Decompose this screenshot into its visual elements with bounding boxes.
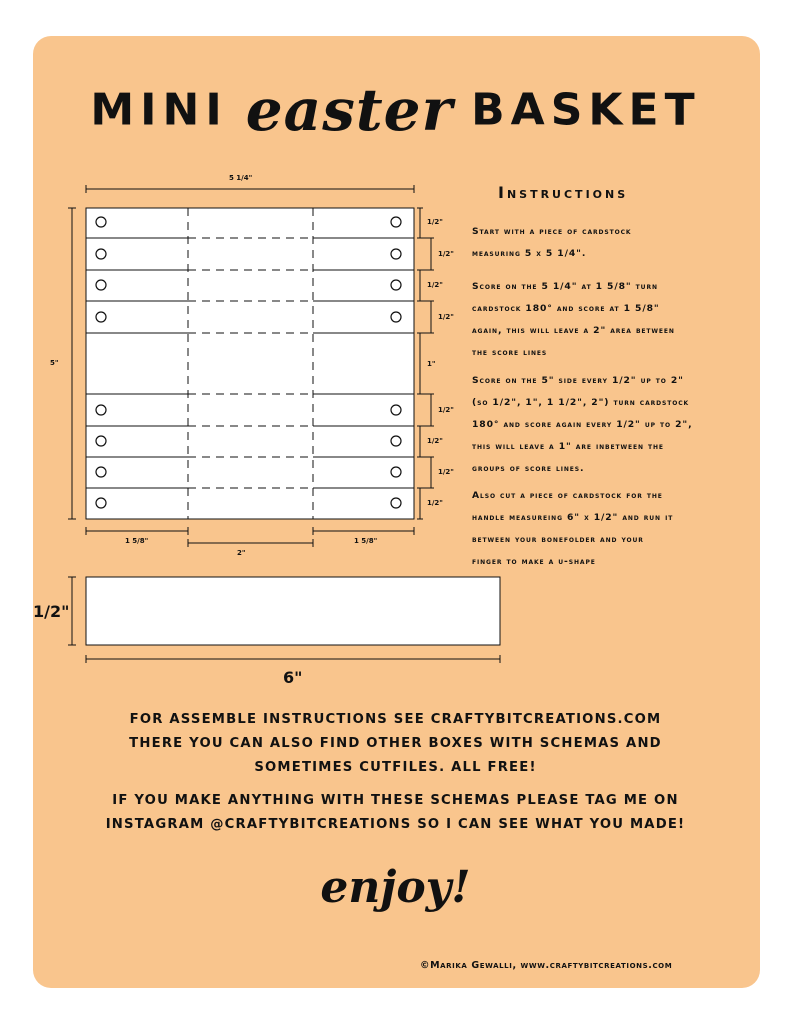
score-label-4: 1/2" <box>438 313 454 321</box>
handle-strip <box>86 577 500 645</box>
handle-width-label: 6" <box>283 668 303 687</box>
instruction-line: Score on the 5" side every 1/2" up to 2" <box>472 375 684 386</box>
score-label-5: 1" <box>427 360 436 368</box>
title-word-mini: MINI <box>90 84 228 136</box>
bottom-left-label: 1 5/8" <box>125 537 149 545</box>
instructions-paragraph-2 <box>472 276 737 364</box>
footer-line-4: IF YOU MAKE ANYTHING WITH THESE SCHEMAS PLEASE TAG ME ON <box>112 793 679 808</box>
instruction-line: finger to make a u-shape <box>472 556 596 567</box>
instructions-heading: Instructions <box>498 183 629 202</box>
instruction-line: 180° and score again every 1/2" up to 2", <box>472 419 693 430</box>
handle-height-label: 1/2" <box>33 602 70 621</box>
instruction-line: Also cut a piece of cardstock for the <box>472 490 663 501</box>
score-label-7: 1/2" <box>427 437 443 445</box>
height-label: 5" <box>50 359 59 367</box>
instruction-line: groups of score lines. <box>472 463 585 474</box>
score-label-6: 1/2" <box>438 406 454 414</box>
instruction-line: the score lines <box>472 347 548 358</box>
footer-block-1 <box>0 708 791 780</box>
instruction-line: handle measureing 6" x 1/2" and run it <box>472 512 674 523</box>
instruction-line: between your bonefolder and your <box>472 534 644 545</box>
bottom-mid-label: 2" <box>237 549 246 557</box>
instruction-line: cardstock 180° and score at 1 5/8" <box>472 303 660 314</box>
footer-line-1: FOR ASSEMBLE INSTRUCTIONS SEE CRAFTYBITCREATIONS.COM <box>129 712 662 727</box>
score-label-3: 1/2" <box>427 281 443 289</box>
footer-block-2 <box>0 789 791 837</box>
instructions-paragraph-3 <box>472 370 737 480</box>
score-label-2: 1/2" <box>438 250 454 258</box>
instruction-line: Start with a piece of cardstock <box>472 226 632 237</box>
score-label-8: 1/2" <box>438 468 454 476</box>
score-label-1: 1/2" <box>427 218 443 226</box>
instructions-paragraph-4 <box>472 485 737 573</box>
instruction-line: again, this will leave a 2" area between <box>472 325 675 336</box>
instruction-line: this will leave a 1" are inbetween the <box>472 441 664 452</box>
enjoy-text: enjoy! <box>320 862 471 913</box>
footer-line-2: THERE YOU CAN ALSO FIND OTHER BOXES WITH SCHEMAS AND <box>129 736 662 751</box>
title-word-basket: BASKET <box>471 84 701 136</box>
footer-line-3: SOMETIMES CUTFILES. ALL FREE! <box>254 760 537 775</box>
instruction-line: (so 1/2", 1", 1 1/2", 2") turn cardstock <box>472 397 690 408</box>
copyright-text: ©Marika Gewalli, www.craftybitcreations.com <box>420 960 673 971</box>
instruction-line: Score on the 5 1/4" at 1 5/8" turn <box>472 281 658 292</box>
template-outline <box>86 208 414 519</box>
instruction-line: measuring 5 x 5 1/4". <box>472 248 587 259</box>
bottom-right-label: 1 5/8" <box>354 537 378 545</box>
score-label-9: 1/2" <box>427 499 443 507</box>
title-word-easter: easter <box>245 76 454 144</box>
footer-line-5: INSTAGRAM @CRAFTYBITCREATIONS SO I CAN SEE WHAT YOU MADE! <box>105 817 686 832</box>
instructions-paragraph-1 <box>472 221 737 265</box>
width-label: 5 1/4" <box>229 174 253 182</box>
